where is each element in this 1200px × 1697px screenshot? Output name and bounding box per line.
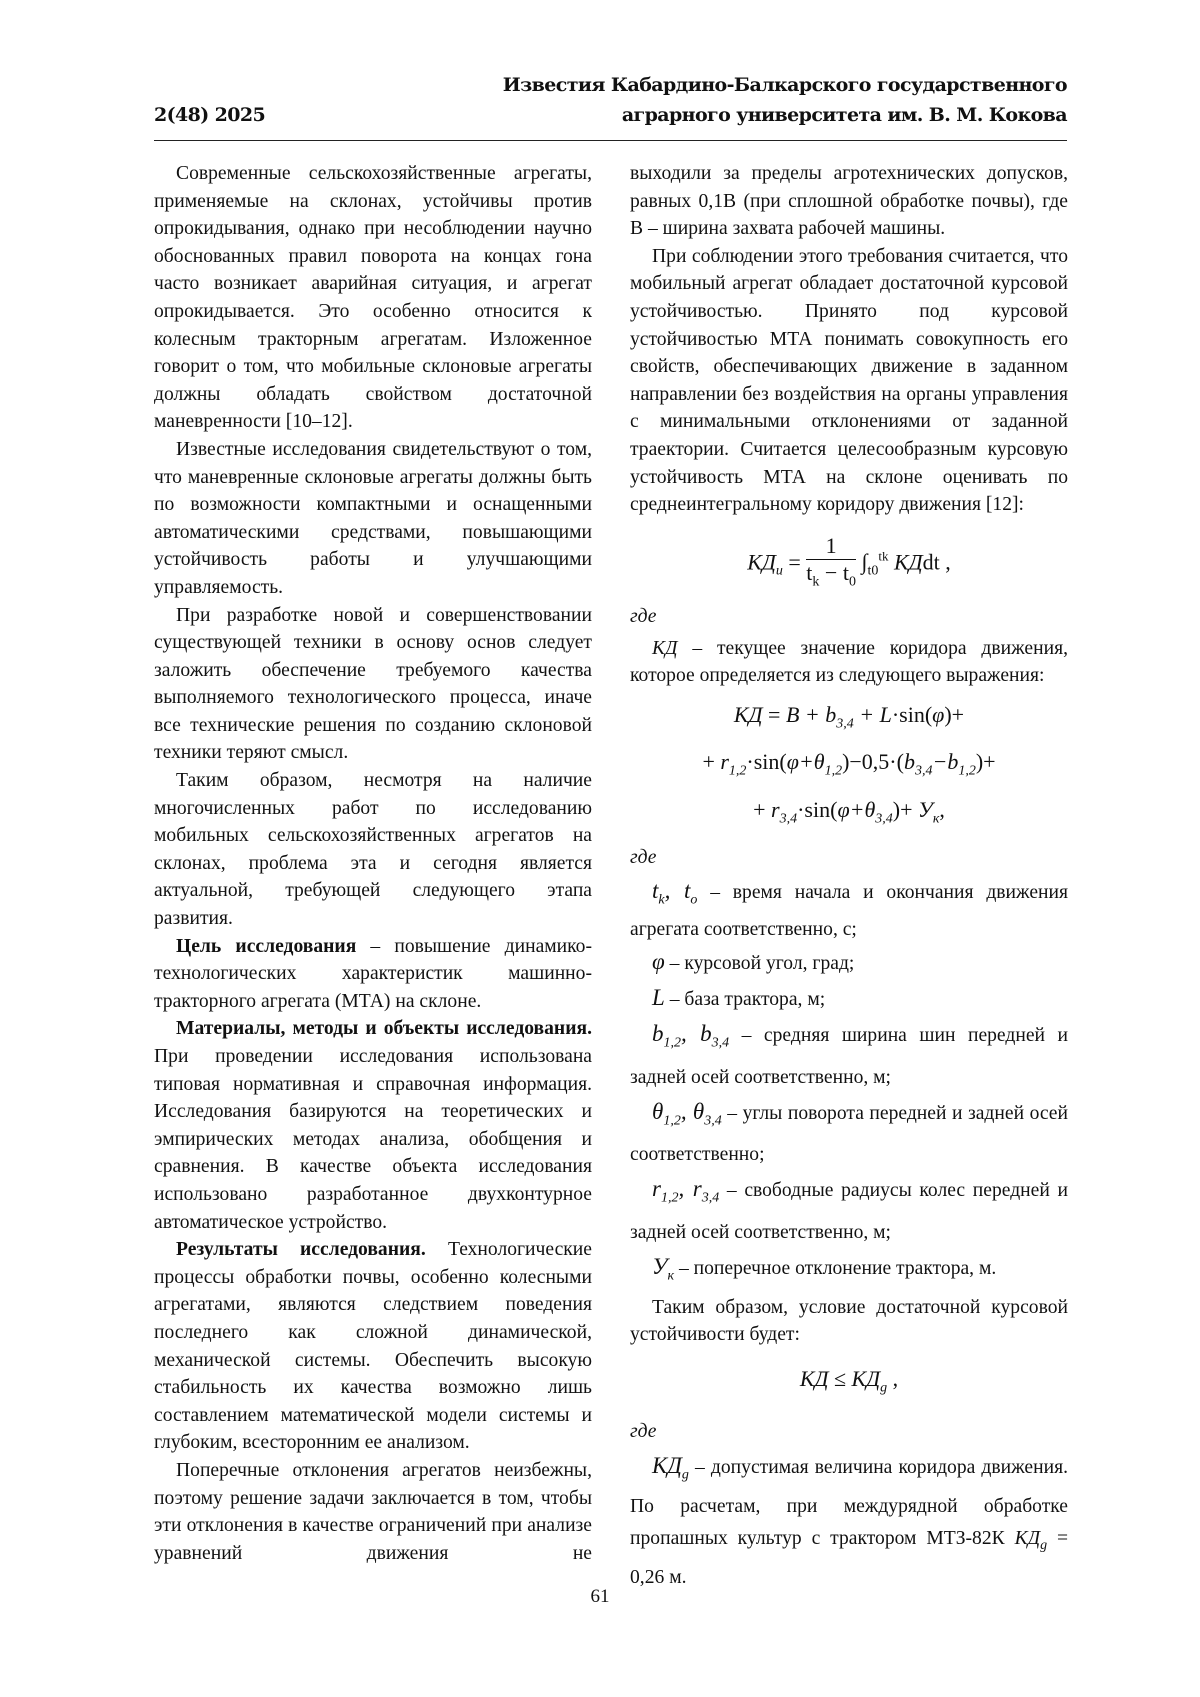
where-label: где — [630, 844, 1068, 872]
section-heading: Цель исследования — [176, 936, 356, 957]
section-heading: Результаты исследования. — [176, 1239, 426, 1260]
definition-text: – база трактора, м; — [670, 989, 826, 1010]
paragraph: КД – текущее значение коридора движения, которое определяется из следующего выражения: — [630, 635, 1068, 690]
formula-mean-corridor: КДи = 1 tk − t0 ∫t0tk КДdt , — [630, 533, 1068, 595]
formula-corridor: КД = B + b3,4 + L·sin(φ)+ + r1,2·sin(φ+θ1,2)−0,5·(b3,4−b1,2)+ + r3,4·sin(φ+θ3,4)+ Ук, — [630, 696, 1068, 838]
journal-title-line2: аграрного университета им. В. М. Кокова — [622, 104, 1067, 126]
definition-text: – средняя ширина шин передней и задней осей соответственно, м; — [630, 1025, 1068, 1088]
value-text: = 0,26 м. — [630, 1528, 1068, 1588]
definition-text: – свободные радиусы колес передней и задней осей соответственно, м; — [630, 1180, 1068, 1243]
definition-text: – углы поворота передней и задней осей соответственно; — [630, 1103, 1068, 1166]
left-column — [154, 160, 592, 1567]
paragraph — [154, 933, 592, 1016]
section-heading: Материалы, методы и объекты исследования. — [176, 1018, 592, 1039]
header-rule — [154, 140, 1067, 141]
paragraph-text: – повышение динамико-технологических характеристик машинно-тракторного агрегата (МТА) на склоне. — [154, 936, 592, 1012]
definition-text: – поперечное отклонение трактора, м. — [679, 1258, 996, 1279]
paragraph: Известные исследования свидетельствуют о том, что маневренные склоновые агрегаты должны быть по возможности компактными и оснащенными автоматическими средствами, повышающими устойчивость работы и улучшающими управляемость. — [154, 436, 592, 602]
paragraph-text: Технологические процессы обработки почвы, особенно колесными агрегатами, являются следствием поведения последнего как сложной динамической, механической системы. Обеспечить высокую стабильность их качества возможно лишь составлением математической модели системы и глубоким, всесторонним ее анализом. — [154, 1239, 592, 1453]
where-label: где — [630, 1418, 1068, 1446]
definition: b1,2, b3,4 – средняя ширина шин передней и задней осей соответственно, м; — [630, 1017, 1068, 1095]
paragraph: Таким образом, несмотря на наличие многочисленных работ по исследованию мобильных сельскохозяйственных агрегатов на склонах, проблема эта и сегодня является актуальной, требующей следующего этапа развития. — [154, 767, 592, 933]
definition: r1,2, r3,4 – свободные радиусы колес передней и задней осей соответственно, м; — [630, 1172, 1068, 1250]
where-label: где — [630, 603, 1068, 631]
definition: L – база трактора, м; — [630, 981, 1068, 1017]
paragraph: Таким образом, условие достаточной курсовой устойчивости будет: — [630, 1294, 1068, 1349]
journal-title-line1: Известия Кабардино-Балкарского государственного — [503, 74, 1067, 96]
paragraph: Современные сельскохозяйственные агрегаты, применяемые на склонах, устойчивы против опрокидывания, однако при несоблюдении научно обоснованных правил поворота на концах гона часто возникает аварийная ситуация, и агрегат опрокидывается. Это особенно относится к колесным тракторным агрегатам. Изложенное говорит о том, что мобильные склоновые агрегаты должны обладать свойством достаточной маневренности [10–12]. — [154, 160, 592, 436]
issue-number: 2(48) 2025 — [154, 104, 265, 126]
definition-text: – курсовой угол, град; — [670, 953, 855, 974]
paragraph: При разработке новой и совершенствовании существующей техники в основу основ следует заложить обеспечение требуемого качества выполняемого технологического процесса, иначе все технические решения по созданию склоновой техники теряют смысл. — [154, 602, 592, 768]
paragraph: КДg – допустимая величина коридора движения. По расчетам, при междурядной обработке пропашных культур с трактором МТЗ-82К КДg = 0,26 м. — [630, 1450, 1068, 1595]
paragraph: Поперечные отклонения агрегатов неизбежны, поэтому решение задачи заключается в том, чтобы эти отклонения в качестве ограничений при анализе уравнений движения не — [154, 1457, 592, 1567]
definition: tk, to – время начала и окончания движения агрегата соответственно, с; — [630, 876, 1068, 946]
definition: θ1,2, θ3,4 – углы поворота передней и задней осей соответственно; — [630, 1095, 1068, 1173]
document-page — [0, 0, 1200, 1697]
right-column — [630, 160, 1068, 1594]
definition: Ук – поперечное отклонение трактора, м. — [630, 1250, 1068, 1294]
definition: φ – курсовой угол, град; — [630, 945, 1068, 981]
definition-text: – время начала и окончания движения агрегата соответственно, с; — [630, 882, 1068, 941]
paragraph-text: – допустимая величина коридора движения. По расчетам, при междурядной обработке пропашных культур с трактором МТЗ-82К — [630, 1457, 1068, 1550]
formula-condition: КД ≤ КДg , — [630, 1359, 1068, 1408]
page-number: 61 — [0, 1586, 1200, 1608]
paragraph: При соблюдении этого требования считается, что мобильный агрегат обладает достаточной курсовой устойчивостью. Принято под курсовой устойчивостью МТА понимать совокупность его свойств, обеспечивающих движение в заданном направлении без воздействия на органы управления с минимальными отклонениями от заданной траектории. Считается целесообразным курсовую устойчивость МТА на склоне оценивать по среднеинтегральному коридору движения [12]: — [630, 243, 1068, 519]
paragraph-text: – текущее значение коридора движения, которое определяется из следующего выражения: — [630, 638, 1068, 687]
paragraph: выходили за пределы агротехнических допусков, равных 0,1B (при сплошной обработке почвы), где B – ширина захвата рабочей машины. — [630, 160, 1068, 243]
paragraph — [154, 1236, 592, 1457]
paragraph — [154, 1015, 592, 1236]
paragraph-text: При проведении исследования использована типовая нормативная и справочная информация. Исследования базируются на теоретических и эмпирических методах анализа, обобщения и сравнения. В качестве объекта исследования использовано разработанное двухконтурное автоматическое устройство. — [154, 1046, 592, 1233]
